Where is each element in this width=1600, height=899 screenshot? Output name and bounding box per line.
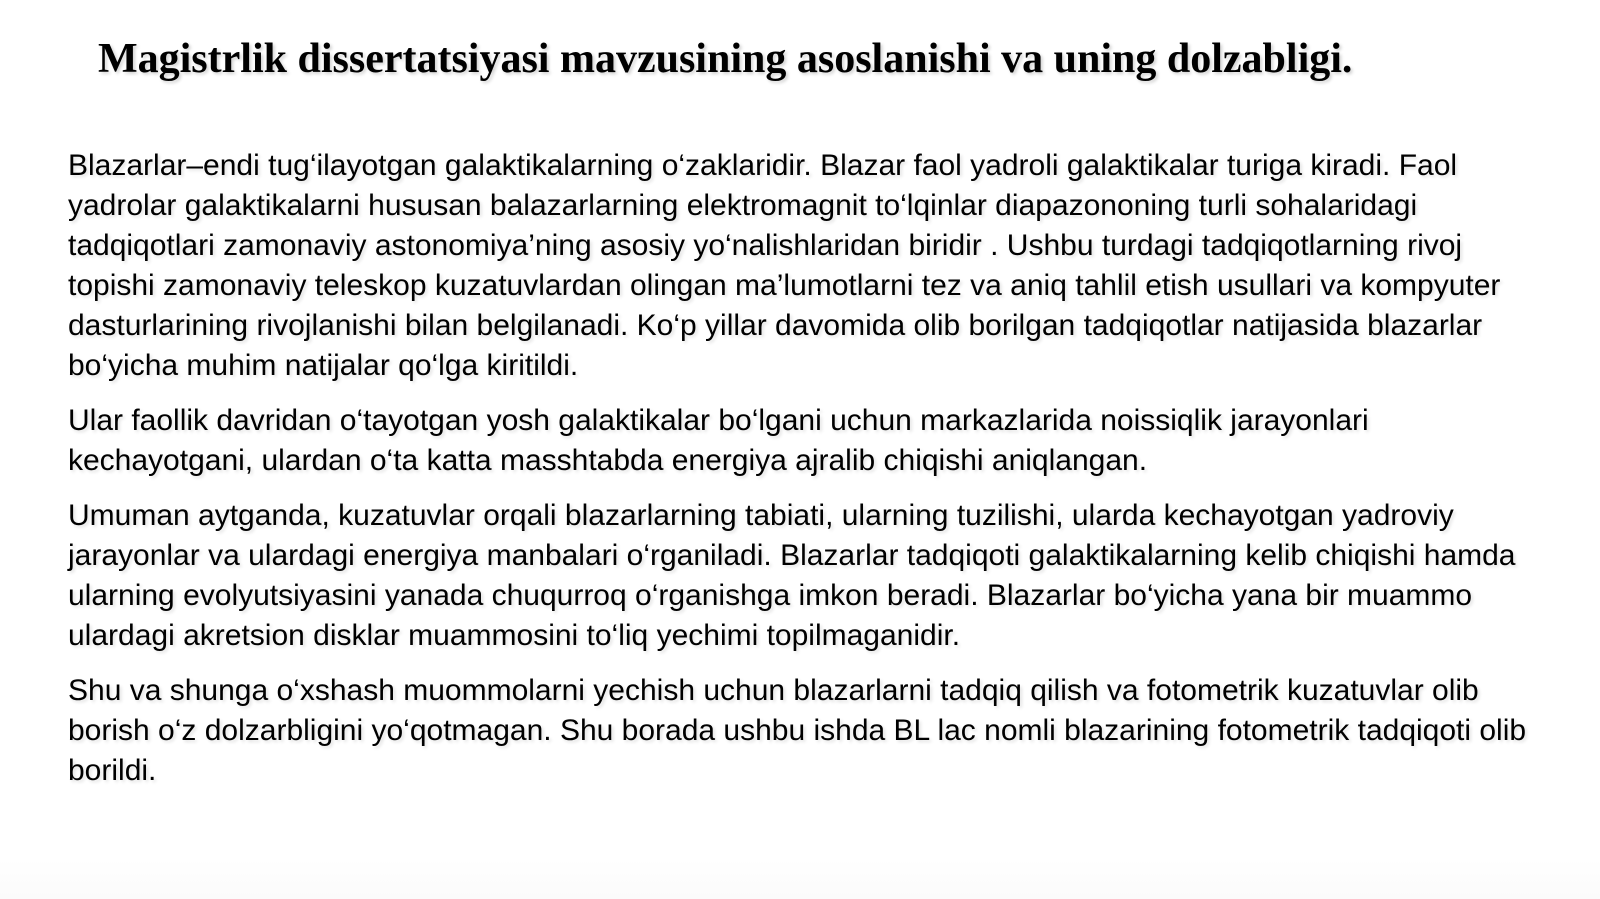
paragraph-1: Blazarlar–endi tug‘ilayotgan galaktikalarning o‘zaklaridir. Blazar faol yadroli galaktikalar turiga kiradi. Faol yadrolar galaktikalarni hususan balazarlarning elektromagnit to‘lqinlar diapazononing turli sohalaridagi tadqiqotlari zamonaviy astonomiya’ning asosiy yo‘nalishlaridan biridir . Ushbu turdagi tadqiqotlarning rivoj topishi zamonaviy teleskop kuzatuvlardan olingan ma’lumotlarni tez va aniq tahlil etish usullari va kompyuter dasturlarining rivojlanishi bilan belgilanadi. Ko‘p yillar davomida olib borilgan tadqiqotlar natijasida blazarlar bo‘yicha muhim natijalar qo‘lga kiritildi.	[68, 149, 1501, 382]
paragraph-4: Shu va shunga o‘xshash muommolarni yechish uchun blazarlarni tadqiq qilish va fotometrik kuzatuvlar olib borish o‘z dolzarbligini yo‘qotmagan. Shu borada ushbu ishda BL lac nomli blazarining fotometrik tadqiqoti olib borildi.	[68, 674, 1527, 787]
slide-body	[68, 146, 1538, 806]
paragraph-2: Ular faollik davridan o‘tayotgan yosh galaktikalar bo‘lgani uchun markazlarida noissiqlik jarayonlari kechayotgani, ulardan o‘ta katta masshtabda energiya ajralib chiqishi aniqlangan.	[68, 404, 1369, 477]
bottom-shade	[0, 859, 1600, 899]
paragraph-3: Umuman aytganda, kuzatuvlar orqali blazarlarning tabiati, ularning tuzilishi, ularda kechayotgan yadroviy jarayonlar va ulardagi energiya manbalari o‘rganiladi. Blazarlar tadqiqoti galaktikalarning kelib chiqishi hamda ularning evolyutsiyasini yanada chuqurroq o‘rganishga imkon beradi. Blazarlar bo‘yicha yana bir muammo ulardagi akretsion disklar muammosini to‘liq yechimi topilmaganidir.	[68, 499, 1516, 652]
slide-title: Magistrlik dissertatsiyasi mavzusining asoslanishi va uning dolzabligi.	[98, 36, 1353, 82]
